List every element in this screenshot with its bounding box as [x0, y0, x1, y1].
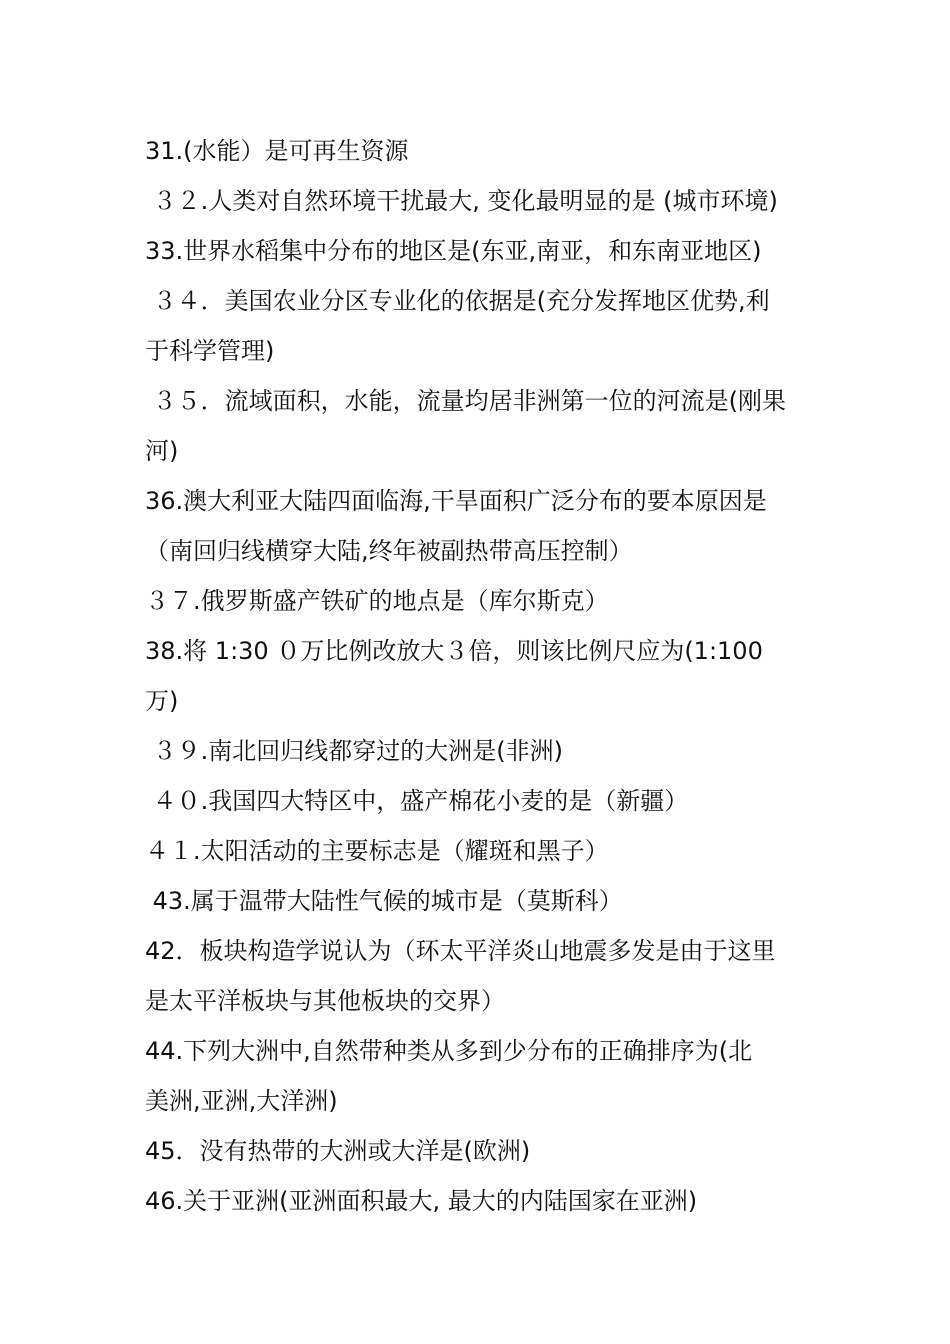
text-line-16: 43.属于温带大陆性气候的城市是（莫斯科） — [145, 887, 623, 915]
text-line-20: 美洲,亚洲,大洋洲) — [145, 1087, 338, 1115]
text-line-11: 38.将 1:30 ０万比例改放大３倍，则该比例尺应为(1:100 — [145, 637, 763, 665]
text-line-14: ４０.我国四大特区中，盛产棉花小麦的是（新疆） — [145, 787, 689, 815]
text-line-18: 是太平洋板块与其他板块的交界） — [145, 987, 505, 1015]
text-line-21: 45．没有热带的大洲或大洋是(欧洲) — [145, 1137, 531, 1165]
text-line-10: ３７.俄罗斯盛产铁矿的地点是（库尔斯克） — [145, 587, 609, 615]
text-line-15: ４１.太阳活动的主要标志是（耀斑和黑子） — [145, 837, 609, 865]
text-line-19: 44.下列大洲中,自然带种类从多到少分布的正确排序为(北 — [145, 1037, 753, 1065]
text-line-7: 河) — [145, 437, 179, 465]
document-body — [145, 126, 815, 1226]
text-line-12: 万) — [145, 687, 179, 715]
text-line-2: ３２.人类对自然环境干扰最大, 变化最明显的是 (城市环境) — [145, 187, 778, 215]
text-line-3: 33.世界水稻集中分布的地区是(东亚,南亚，和东南亚地区) — [145, 237, 762, 265]
text-line-17: 42．板块构造学说认为（环太平洋炎山地震多发是由于这里 — [145, 937, 776, 965]
text-line-6: ３５．流域面积，水能，流量均居非洲第一位的河流是(刚果 — [145, 387, 786, 415]
text-line-8: 36.澳大利亚大陆四面临海,干旱面积广泛分布的要本原因是 — [145, 487, 767, 515]
text-line-13: ３９.南北回归线都穿过的大洲是(非洲) — [145, 737, 563, 765]
text-line-4: ３４．美国农业分区专业化的依据是(充分发挥地区优势,利 — [145, 287, 770, 315]
text-line-5: 于科学管理) — [145, 337, 275, 365]
text-line-1: 31.(水能）是可再生资源 — [145, 137, 409, 165]
text-line-22: 46.关于亚洲(亚洲面积最大, 最大的内陆国家在亚洲) — [145, 1187, 698, 1215]
text-line-9: （南回归线横穿大陆,终年被副热带高压控制） — [145, 537, 633, 565]
